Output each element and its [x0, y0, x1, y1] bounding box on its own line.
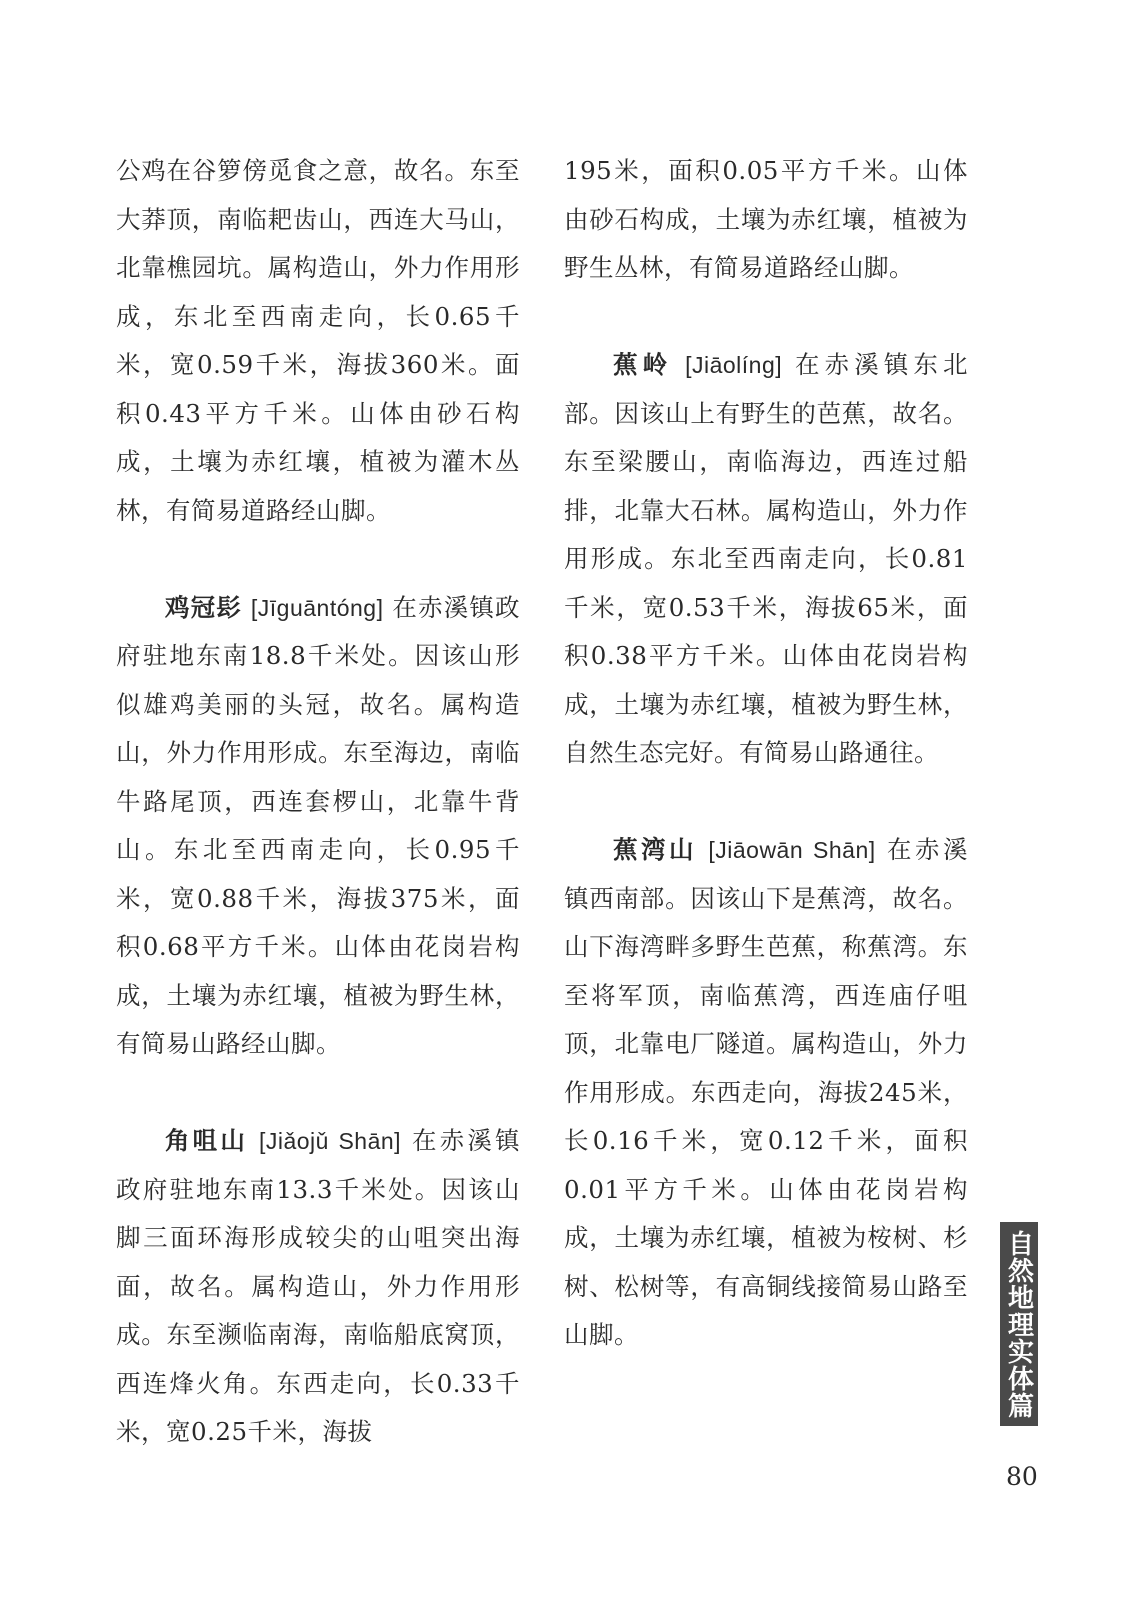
entry-jiaoling — [564, 341, 968, 778]
entry-jiaoju-shan — [116, 1117, 520, 1457]
entry-term: 蕉湾山 — [613, 835, 698, 864]
entry-text: 公鸡在谷箩傍觅食之意，故名。东至大莽顶，南临耙齿山，西连大马山，北靠樵园坑。属构造山，外力作用形成，东北至西南走向，长0.65千米，宽0.59千米，海拔360米。面积0.43平方千米。山体由砂石构成，土壤为赤红壤，植被为灌木丛林，有简易道路经山脚。 — [116, 156, 520, 525]
entry-text: 在赤溪镇东北部。因该山上有野生的芭蕉，故名。东至梁腰山，南临海边，西连过船排，北靠大石林。属构造山，外力作用形成。东北至西南走向，长0.81千米，宽0.53千米，海拔65米，面积0.38平方千米。山体由花岗岩构成，土壤为赤红壤，植被为野生林，自然生态完好。有简易山路通往。 — [564, 350, 968, 767]
page-number: 80 — [1006, 1462, 1038, 1491]
entry-text-block — [564, 341, 968, 778]
section-side-tab: 自然地理实体篇 — [1000, 1222, 1038, 1426]
entry-continuation-right — [564, 147, 968, 293]
entry-jiguantong — [116, 584, 520, 1069]
entry-pinyin: [Jīguāntóng] — [250, 594, 384, 621]
entry-term: 鸡冠髟 — [165, 592, 242, 622]
entry-pinyin: [Jiāowān Shān] — [708, 837, 876, 863]
entry-text: 在赤溪镇西南部。因该山下是蕉湾，故名。山下海湾畔多野生芭蕉，称蕉湾。东至将军顶，南临蕉湾，西连庙仔咀顶，北靠电厂隧道。属构造山，外力作用形成。东西走向，海拔245米，长0.16千米，宽0.12千米，面积0.01平方千米。山体由花岗岩构成，土壤为赤红壤，植被为桉树、杉树、松树等，有高铜线接简易山路至山脚。 — [564, 835, 968, 1349]
entry-text: 在赤溪镇政府驻地东南18.8千米处。因该山形似雄鸡美丽的头冠，故名。属构造山，外力作用形成。东至海边，南临牛路尾顶，西连套椤山，北靠牛背山。东北至西南走向，长0.95千米，宽0.88千米，海拔375米，面积0.68平方千米。山体由花岗岩构成，土壤为赤红壤，植被为野生林，有简易山路经山脚。 — [116, 592, 520, 1058]
entry-continuation-left — [116, 147, 520, 535]
entry-term: 蕉岭 — [613, 350, 673, 379]
right-column — [564, 147, 968, 1408]
entry-jiaowan-shan — [564, 826, 968, 1360]
entry-text: 在赤溪镇政府驻地东南13.3千米处。因该山脚三面环海形成较尖的山咀突出海面，故名。属构造山，外力作用形成。东至濒临南海，南临船底窝顶，西连烽火角。东西走向，长0.33千米，宽0.25千米，海拔 — [116, 1126, 521, 1446]
left-column — [116, 147, 520, 1505]
entry-text-block — [116, 584, 520, 1069]
entry-text-block — [564, 826, 968, 1360]
entry-pinyin: [Jiǎojǔ Shān] — [258, 1128, 402, 1154]
entry-term: 角咀山 — [165, 1126, 248, 1155]
entry-text: 195米，面积0.05平方千米。山体由砂石构成，土壤为赤红壤，植被为野生丛林，有简易道路经山脚。 — [564, 156, 968, 282]
entry-text-block — [116, 1117, 520, 1457]
entry-pinyin: [Jiāolíng] — [685, 352, 783, 378]
